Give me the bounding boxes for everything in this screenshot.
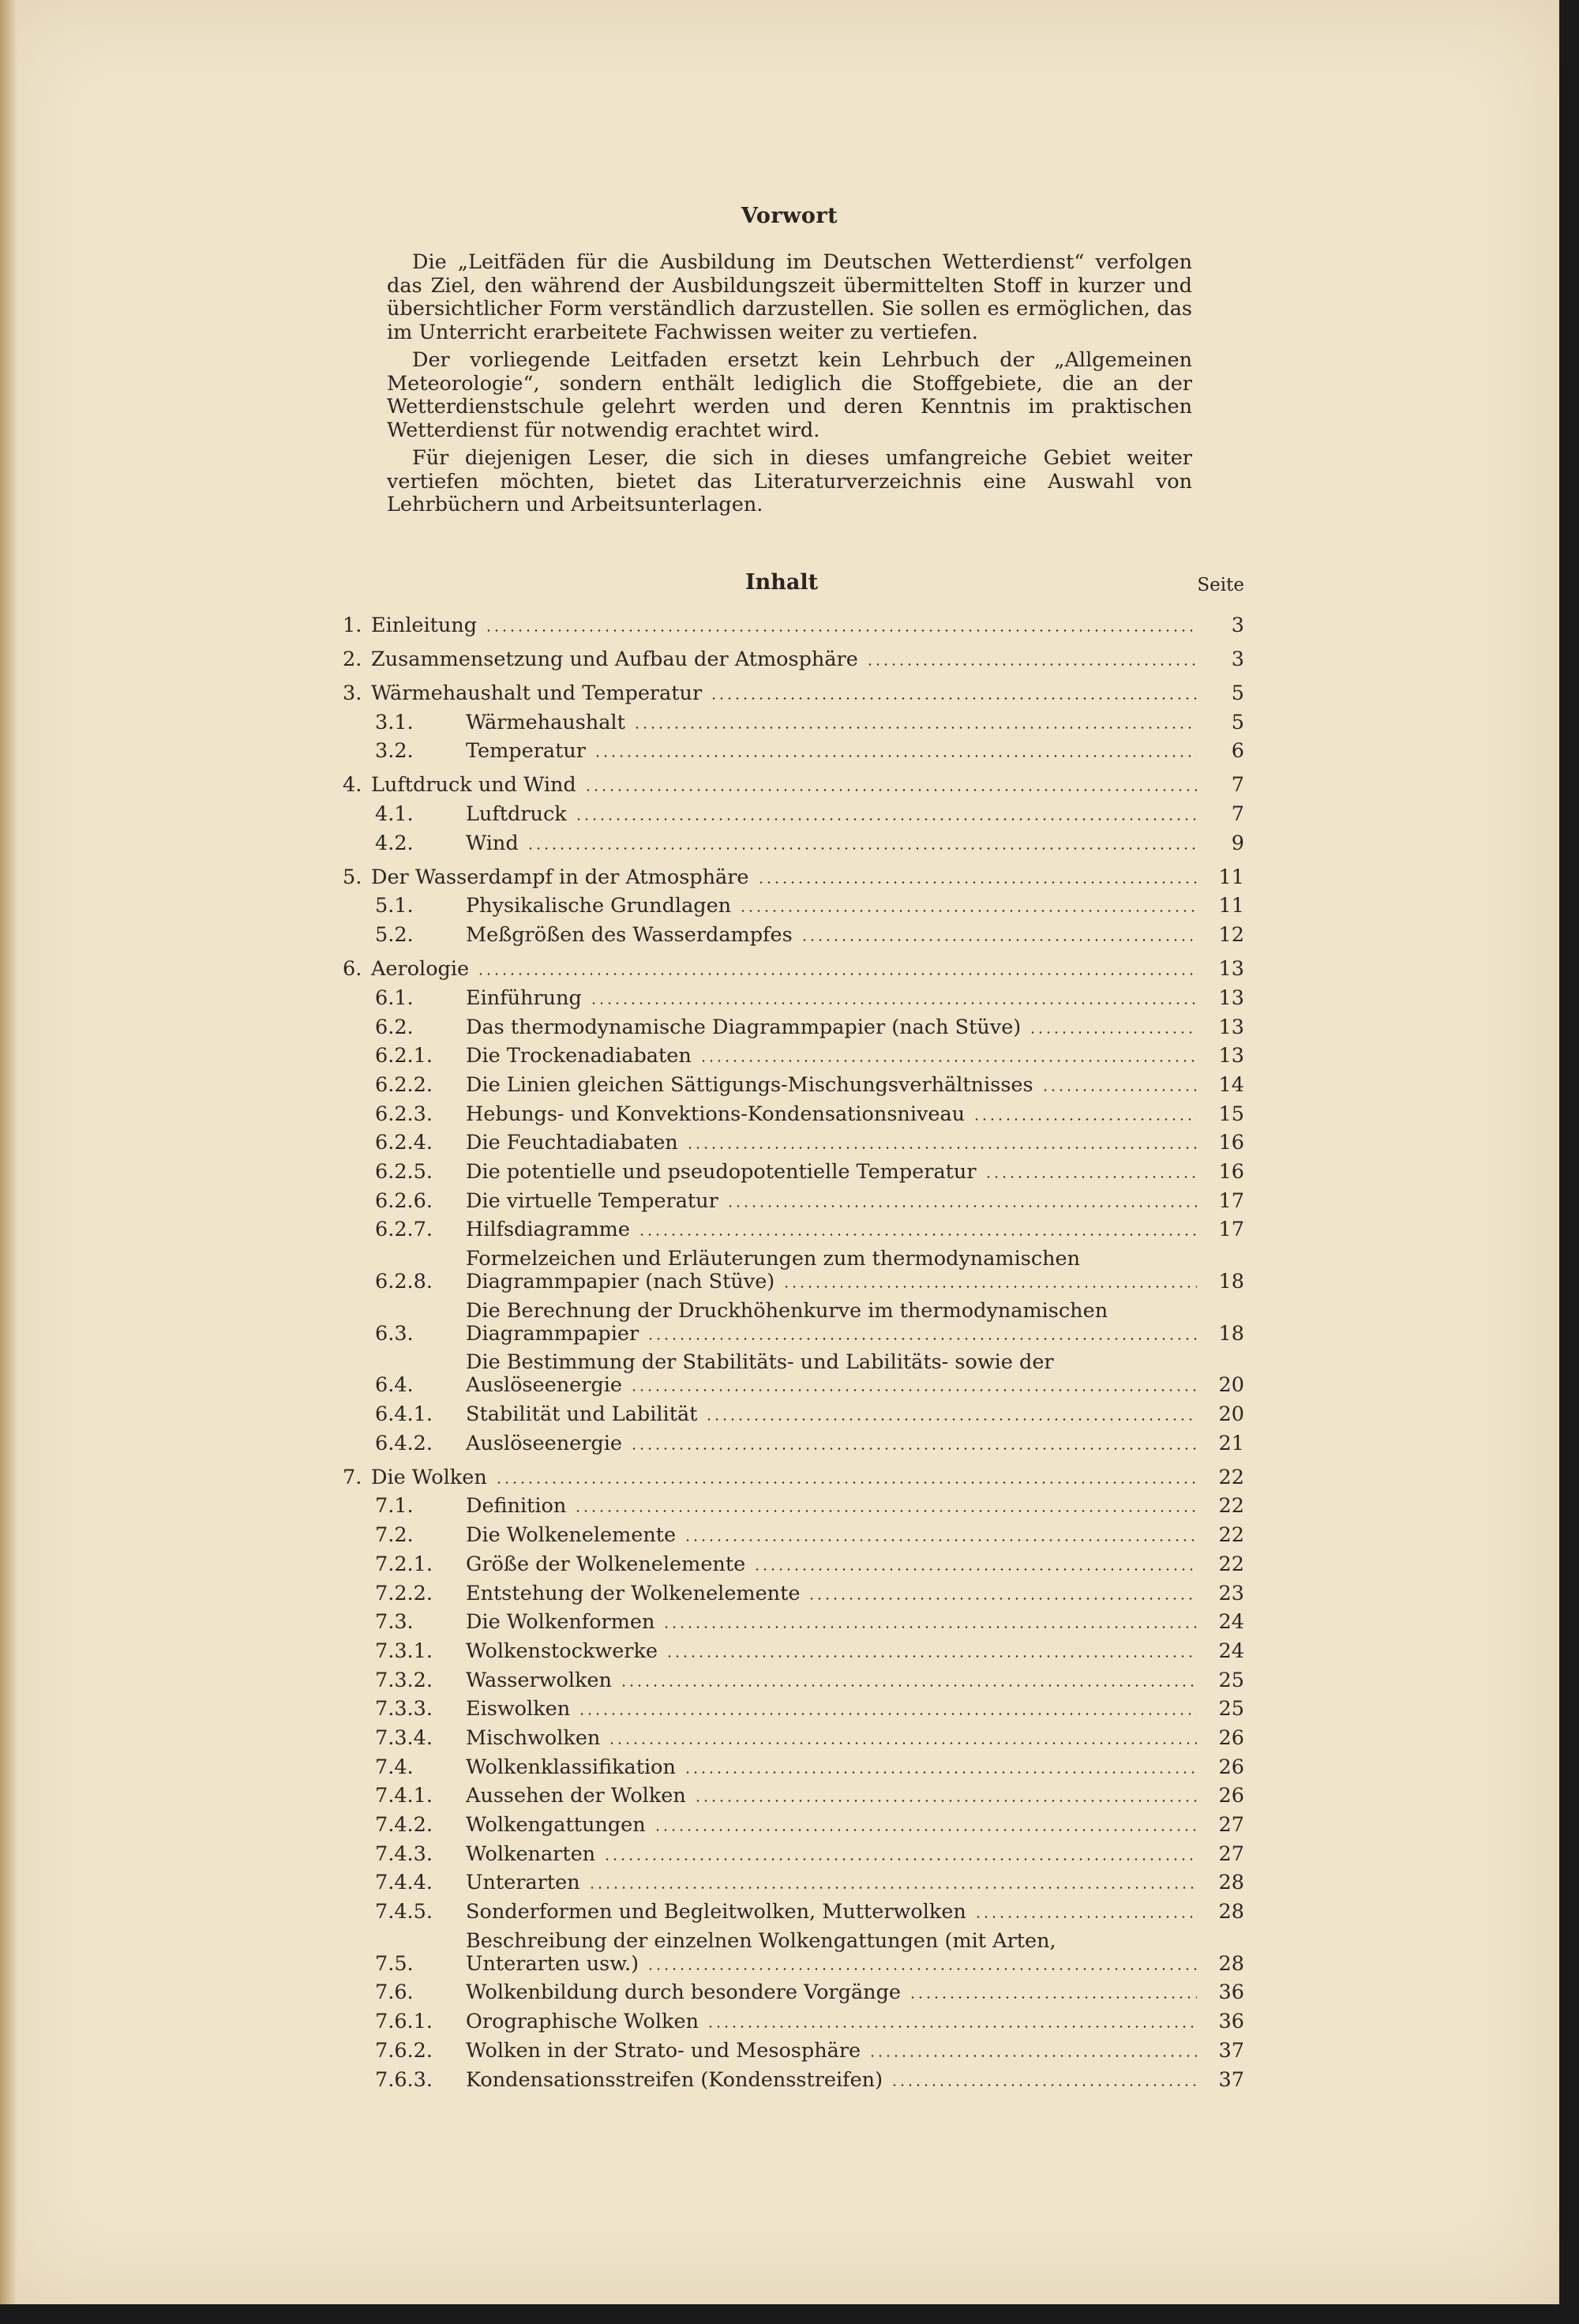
toc-entry-number: 6.2.: [375, 1015, 414, 1039]
toc-entry-title-wrap: [466, 1016, 1203, 1039]
toc-entry-title-wrap: [371, 866, 1203, 889]
preface-paragraph: Für diejenigen Leser, die sich in dieses umfangreiche Gebiet weiter vertiefen möchten, bietet das Literaturverzeichnis eine Auswahl von Lehrbüchern und Arbeitsunterlagen.: [387, 446, 1192, 516]
toc-entry-title-wrap: [466, 987, 1203, 1010]
toc-entry-title: Wärmehaushalt: [466, 710, 625, 734]
toc-entry-title-line1: Die Bestimmung der Stabilitäts- und Labilitäts- sowie der: [466, 1350, 1054, 1375]
dot-leader: [782, 1286, 1197, 1288]
toc-entry: [343, 895, 1244, 918]
dot-leader: [1029, 1031, 1197, 1034]
toc-entry-title-wrap: [466, 1495, 1203, 1518]
toc-entry-title-wrap: [466, 924, 1203, 947]
toc-entry-title: Entstehung der Wolkenelemente: [466, 1581, 801, 1605]
toc-entry-title-wrap: [466, 1814, 1203, 1837]
toc-entry-title-line2: Diagrammpapier: [466, 1321, 639, 1346]
toc-entry-number: 6.4.2.: [375, 1431, 433, 1455]
toc-entry-title: Wolkenstockwerke: [466, 1639, 658, 1663]
toc-entry: [343, 1218, 1244, 1241]
toc-entry-number: 7.2.1.: [375, 1552, 433, 1576]
dot-leader: [662, 1626, 1197, 1628]
toc-entry-number: 5.: [343, 865, 362, 889]
toc-entry-number: 6.2.8.: [375, 1270, 433, 1293]
toc-entry-page: 22: [1218, 1552, 1244, 1576]
toc-entry: [343, 1190, 1244, 1213]
toc-entry-title-wrap: [466, 1727, 1203, 1750]
dot-leader: [973, 1118, 1197, 1121]
toc-entry: [343, 614, 1244, 637]
dot-leader: [684, 1539, 1197, 1541]
toc-entry-page: 16: [1218, 1131, 1244, 1155]
toc-entry-number: 7.3.1.: [375, 1639, 433, 1663]
dot-leader: [495, 1481, 1197, 1484]
dot-leader: [574, 1510, 1197, 1512]
dot-leader: [633, 726, 1197, 729]
toc-entry-title: Luftdruck und Wind: [371, 773, 576, 798]
toc-entry-page: 16: [1218, 1159, 1244, 1184]
toc-entry-title-wrap: [371, 682, 1203, 705]
toc-entry-title-wrap: [371, 648, 1203, 671]
toc-entry-title: Luftdruck: [466, 802, 567, 827]
toc-entry-title-line1: Die Berechnung der Druckhöhenkurve im thermodynamischen: [466, 1298, 1108, 1323]
dot-leader: [686, 1147, 1197, 1149]
toc-entry-title-line2-row: [466, 1953, 1244, 1976]
toc-entry-title: Wasserwolken: [466, 1668, 612, 1692]
preface-paragraph: Die „Leitfäden für die Ausbildung im Deutschen Wetterdienst“ verfolgen das Ziel, den während der Ausbildungszeit übermittelten Stoff in kurzer und übersichtlicher Form verständlich darzustellen. Sie sollen es ermöglichen, das im Unterricht erarbeitete Fachwissen weiter zu vertiefen.: [387, 250, 1192, 344]
toc-entry-title-wrap: [466, 895, 1203, 918]
toc-entry: [343, 1930, 1244, 1976]
toc-entry: [343, 832, 1244, 855]
toc-entry: [343, 1611, 1244, 1634]
dot-leader: [654, 1829, 1197, 1831]
toc-entry-title-line1: Beschreibung der einzelnen Wolkengattungen (mit Arten,: [466, 1928, 1056, 1953]
toc-entry-number: 7.6.3.: [375, 2067, 433, 2092]
dot-leader: [630, 1447, 1197, 1450]
toc-entry-number: 6.2.4.: [375, 1131, 433, 1155]
toc-entry-page: 12: [1218, 923, 1244, 948]
toc-entry-title: Orographische Wolken: [466, 2010, 699, 2034]
toc-entry-page: 22: [1218, 1523, 1244, 1548]
toc-entry: [343, 1669, 1244, 1692]
toc-entry-title-wrap: [466, 1403, 1203, 1426]
toc-entry: [343, 648, 1244, 671]
toc-entry-title: Die potentielle und pseudopotentielle Temperatur: [466, 1159, 977, 1184]
toc-entry-title-wrap: [466, 1045, 1203, 1068]
toc-entry-title-wrap: [466, 1074, 1203, 1097]
toc-entry: [343, 866, 1244, 889]
toc-entry-title: Wolkenbildung durch besondere Vorgänge: [466, 1980, 901, 2005]
toc-entry: [343, 1582, 1244, 1605]
toc-entry-number: 7.3.3.: [375, 1697, 433, 1721]
toc-entry-number: 7.6.: [375, 1980, 414, 2005]
dot-leader: [694, 1800, 1197, 1802]
dot-leader: [603, 1858, 1197, 1860]
toc-entry-number: 7.4.5.: [375, 1900, 433, 1924]
toc-entry-title: Wolkenklassifikation: [466, 1755, 676, 1779]
toc-entry: [343, 682, 1244, 705]
toc-entry-page: 5: [1231, 710, 1244, 734]
dot-leader: [757, 881, 1197, 884]
toc-entry-page: 28: [1218, 1951, 1244, 1976]
toc-entry-title: Sonderformen und Begleitwolken, Mutterwolken: [466, 1900, 966, 1924]
toc-entry-title-wrap: [466, 1930, 1244, 1976]
toc-entry: [343, 774, 1244, 797]
toc-entry-title-wrap: [466, 1161, 1203, 1184]
toc-entry-title-line1: Formelzeichen und Erläuterungen zum thermodynamischen: [466, 1247, 1081, 1271]
toc-page-label: Seite: [1197, 575, 1244, 595]
toc-entry-page: 25: [1218, 1668, 1244, 1692]
toc-entry-title: Die virtuelle Temperatur: [466, 1188, 718, 1213]
toc-entry-number: 7.3.2.: [375, 1668, 433, 1692]
toc-entry: [343, 2011, 1244, 2033]
toc-entry-title-wrap: [466, 1190, 1203, 1213]
toc-entry-number: 1.: [343, 614, 362, 637]
preface-title: Vorwort: [741, 204, 838, 228]
toc-entry: [343, 1403, 1244, 1426]
toc-entry-page: 28: [1218, 1871, 1244, 1895]
toc-entry-number: 6.4.1.: [375, 1402, 433, 1427]
toc-entry: [343, 1727, 1244, 1750]
dot-leader: [590, 1002, 1197, 1004]
dot-leader: [801, 939, 1197, 941]
toc-entry: [343, 1981, 1244, 2004]
toc-entry-title-line2-row: [466, 1271, 1244, 1293]
toc-entry: [343, 1300, 1244, 1346]
toc-entry-title-wrap: [466, 1843, 1203, 1866]
toc-entry-number: 7.: [343, 1465, 362, 1489]
toc-entry-title-line2: Unterarten usw.): [466, 1951, 639, 1976]
toc-entry-number: 7.2.: [375, 1523, 414, 1548]
toc-entry-number: 7.1.: [375, 1494, 414, 1519]
dot-leader: [638, 1233, 1197, 1236]
toc-entry-number: 3.2.: [375, 739, 414, 764]
toc-entry-title-wrap: [371, 614, 1203, 637]
dot-leader: [647, 1338, 1197, 1340]
toc-entry: [343, 1640, 1244, 1663]
toc-entry-page: 28: [1218, 1900, 1244, 1924]
toc-entry: [343, 803, 1244, 826]
toc-entry-number: 7.3.4.: [375, 1725, 433, 1750]
toc-entry-title: Auslöseenergie: [466, 1431, 622, 1455]
toc-entry-title-line2: Diagrammpapier (nach Stüve): [466, 1270, 775, 1293]
toc-entry-title-line2-row: [466, 1374, 1244, 1397]
toc-entry: [343, 1466, 1244, 1489]
dot-leader: [705, 1418, 1197, 1421]
toc-entry-page: 24: [1218, 1610, 1244, 1635]
toc-entry-number: 5.1.: [375, 894, 414, 918]
dot-leader: [584, 789, 1197, 791]
dot-leader: [594, 755, 1197, 757]
toc-entry-title: Aerologie: [371, 957, 470, 982]
toc-entry-title: Die Linien gleichen Sättigungs-Mischungsverhältnisses: [466, 1072, 1033, 1097]
toc-entry: [343, 1103, 1244, 1126]
dot-leader: [1041, 1089, 1197, 1091]
toc-entry: [343, 1785, 1244, 1808]
toc-entry-number: 3.: [343, 681, 362, 705]
toc-entry-page: 27: [1218, 1842, 1244, 1866]
toc-entry-title: Einleitung: [371, 614, 478, 637]
toc-entry-page: 7: [1231, 802, 1244, 827]
toc-entry-page: 37: [1218, 2038, 1244, 2063]
toc-entry-title: Der Wasserdampf in der Atmosphäre: [371, 865, 749, 889]
toc-entry-title-wrap: [466, 1103, 1203, 1126]
toc-entry-title: Meßgrößen des Wasserdampfes: [466, 923, 793, 948]
toc-entry-page: 11: [1218, 865, 1244, 889]
toc-entry-page: 18: [1218, 1270, 1244, 1293]
toc-entry-number: 6.1.: [375, 986, 414, 1010]
toc-entry-title-wrap: [466, 1351, 1244, 1397]
toc-entry-page: 25: [1218, 1697, 1244, 1721]
toc-entry-page: 20: [1218, 1373, 1244, 1398]
dot-leader: [630, 1389, 1197, 1391]
toc-entry-title: Einführung: [466, 986, 582, 1010]
dot-leader: [588, 1887, 1197, 1889]
dot-leader: [575, 818, 1197, 820]
toc-entry-title-line2-row: [466, 1323, 1244, 1346]
toc-entry-title: Größe der Wolkenelemente: [466, 1552, 746, 1576]
dot-leader: [699, 1060, 1197, 1062]
toc-entry-page: 18: [1218, 1321, 1244, 1346]
toc-entry-title: Kondensationsstreifen (Kondensstreifen): [466, 2067, 883, 2092]
toc-entry-page: 13: [1218, 957, 1244, 982]
toc-entry-title-wrap: [466, 1553, 1203, 1576]
toc-entry-title: Zusammensetzung und Aufbau der Atmosphäre: [371, 648, 858, 671]
toc-entry: [343, 958, 1244, 981]
toc-entry-page: 23: [1218, 1581, 1244, 1605]
preface-paragraph: Der vorliegende Leitfaden ersetzt kein Lehrbuch der „Allgemeinen Meteorologie“, sondern enthält lediglich die Stoffgebiete, die an der Wetterdienstschule gelehrt werden und deren Kenntnis im praktischen Wetterdienst für notwendig erachtet wird.: [387, 348, 1192, 442]
toc-entry-title: Die Wolkenelemente: [466, 1523, 677, 1548]
toc-entry: [343, 1756, 1244, 1779]
toc-entry: [343, 1132, 1244, 1154]
dot-leader: [891, 2084, 1197, 2086]
toc-entry-page: 24: [1218, 1639, 1244, 1663]
toc-entry-title: Temperatur: [466, 739, 586, 764]
toc-entry-number: 4.2.: [375, 831, 414, 855]
toc-entry-page: 36: [1218, 1980, 1244, 2005]
dot-leader: [684, 1771, 1197, 1774]
toc-entry-title-wrap: [371, 958, 1203, 981]
toc-entry-page: 14: [1218, 1072, 1244, 1097]
toc-entry: [343, 924, 1244, 947]
toc-entry-page: 22: [1218, 1465, 1244, 1489]
toc-entry-title: Physikalische Grundlagen: [466, 894, 732, 918]
toc-entry: [343, 1074, 1244, 1097]
toc-entry-title-wrap: [466, 2040, 1203, 2063]
dot-leader: [620, 1684, 1197, 1687]
toc-entry-title: Unterarten: [466, 1871, 580, 1895]
toc-entry-page: 26: [1218, 1725, 1244, 1750]
toc-entry: [343, 1698, 1244, 1721]
toc-entry-title: Die Wolken: [371, 1465, 487, 1489]
dot-leader: [753, 1568, 1197, 1571]
toc-entry-title-wrap: [466, 740, 1203, 763]
toc-entry-title-wrap: [371, 774, 1203, 797]
toc-entry-number: 7.6.1.: [375, 2010, 433, 2034]
toc-entry-title: Wolken in der Strato- und Mesosphäre: [466, 2038, 861, 2063]
toc-entry-number: 6.2.7.: [375, 1218, 433, 1242]
toc-entry-page: 6: [1231, 739, 1244, 764]
dot-leader: [647, 1968, 1197, 1970]
toc-entry-title-wrap: [466, 1669, 1203, 1692]
toc-entry-number: 6.2.3.: [375, 1102, 433, 1126]
toc-entry-title-wrap: [466, 803, 1203, 826]
toc-entry: [343, 1432, 1244, 1455]
toc-entry-number: 5.2.: [375, 923, 414, 948]
toc-entry: [343, 2069, 1244, 2092]
toc-entry: [343, 1016, 1244, 1039]
toc-entry-title-wrap: [466, 1698, 1203, 1721]
toc-entry-number: 4.1.: [375, 802, 414, 827]
toc-entry-number: 3.1.: [375, 710, 414, 734]
toc-entry: [343, 2040, 1244, 2063]
toc-entry-title-wrap: [466, 1901, 1203, 1924]
toc-entry-title: Aussehen der Wolken: [466, 1784, 686, 1808]
toc-entry-page: 5: [1231, 681, 1244, 705]
toc-entry-page: 26: [1218, 1755, 1244, 1779]
toc-entry-number: 6.: [343, 957, 362, 982]
toc-entry-page: 26: [1218, 1784, 1244, 1808]
toc-entry-page: 21: [1218, 1431, 1244, 1455]
toc-entry-page: 3: [1231, 614, 1244, 637]
dot-leader: [608, 1742, 1197, 1744]
toc-entry: [343, 1351, 1244, 1397]
toc-entry-title: Eiswolken: [466, 1697, 571, 1721]
toc-entry-page: 20: [1218, 1402, 1244, 1427]
toc-entry-page: 13: [1218, 1015, 1244, 1039]
toc-entry-title-wrap: [466, 1611, 1203, 1634]
dot-leader: [974, 1916, 1197, 1918]
toc-entry-title-wrap: [466, 2069, 1203, 2092]
toc-entry-number: 7.4.: [375, 1755, 414, 1779]
toc-entry-title-wrap: [466, 832, 1203, 855]
dot-leader: [985, 1176, 1197, 1178]
toc-entry: [343, 987, 1244, 1010]
toc-entry-number: 7.4.1.: [375, 1784, 433, 1808]
toc-entry-number: 7.4.3.: [375, 1842, 433, 1866]
toc-entry-number: 7.3.: [375, 1610, 414, 1635]
dot-leader: [707, 2026, 1197, 2028]
dot-leader: [726, 1205, 1197, 1207]
toc-entry-title: Mischwolken: [466, 1725, 601, 1750]
toc-entry: [343, 1495, 1244, 1518]
toc-entry: [343, 1901, 1244, 1924]
toc-entry-title-wrap: [466, 2011, 1203, 2033]
toc-entry-page: 22: [1218, 1494, 1244, 1519]
toc-entry-title: Die Wolkenformen: [466, 1610, 655, 1635]
preface-text: [387, 251, 1192, 522]
toc-entry: [343, 1248, 1244, 1293]
toc-entry-page: 9: [1231, 831, 1244, 855]
toc-entry-title-wrap: [466, 1432, 1203, 1455]
dot-leader: [666, 1655, 1197, 1658]
toc-entry-title-wrap: [466, 1524, 1203, 1547]
toc-entry-number: 7.5.: [375, 1951, 414, 1976]
toc-entry: [343, 1045, 1244, 1068]
toc-entry-title: Definition: [466, 1494, 567, 1519]
toc-entry: [343, 1843, 1244, 1866]
toc-entry-number: 2.: [343, 648, 362, 671]
toc-entry-page: 7: [1231, 773, 1244, 798]
toc-entry-title: Das thermodynamische Diagrammpapier (nach Stüve): [466, 1015, 1022, 1039]
toc-entry-page: 3: [1231, 648, 1244, 671]
dot-leader: [477, 973, 1197, 975]
toc-entry-title: Wolkengattungen: [466, 1813, 646, 1837]
toc-entry-title: Hilfsdiagramme: [466, 1218, 630, 1242]
toc-entry-number: 4.: [343, 773, 362, 798]
dot-leader: [578, 1713, 1197, 1715]
toc-entry-title-line2: Auslöseenergie: [466, 1373, 622, 1398]
toc-entry: [343, 1872, 1244, 1894]
toc-entry-page: 13: [1218, 1044, 1244, 1068]
toc-entry-title-wrap: [466, 711, 1203, 734]
toc-entry-page: 13: [1218, 986, 1244, 1010]
toc-entry-title: Die Trockenadiabaten: [466, 1044, 692, 1068]
toc-entry-title: Stabilität und Labilität: [466, 1402, 698, 1427]
toc-entry-page: 15: [1218, 1102, 1244, 1126]
toc-entry-title: Die Feuchtadiabaten: [466, 1131, 678, 1155]
toc-entry-number: 6.2.2.: [375, 1072, 433, 1097]
toc-title: Inhalt: [744, 570, 819, 595]
toc-entry: [343, 1814, 1244, 1837]
toc-entry-title-wrap: [466, 1872, 1203, 1894]
toc-entry: [343, 711, 1244, 734]
toc-entry-number: 6.4.: [375, 1373, 414, 1398]
toc-entry-title-wrap: [466, 1756, 1203, 1779]
dot-leader: [909, 1996, 1197, 1999]
toc-entry-title-wrap: [466, 1218, 1203, 1241]
toc-entry-page: 37: [1218, 2067, 1244, 2092]
toc-entry: [343, 1161, 1244, 1184]
dot-leader: [710, 697, 1197, 700]
dot-leader: [739, 910, 1197, 912]
toc-entry-page: 11: [1218, 894, 1244, 918]
toc-entry-number: 6.2.5.: [375, 1159, 433, 1184]
toc-entry-number: 7.4.2.: [375, 1813, 433, 1837]
toc-entry-title: Hebungs- und Konvektions-Kondensationsniveau: [466, 1102, 966, 1126]
toc-entry-page: 36: [1218, 2010, 1244, 2034]
toc-entry-title-wrap: [466, 1582, 1203, 1605]
toc-entry-title-wrap: [466, 1640, 1203, 1663]
toc-entry-title: Wärmehaushalt und Temperatur: [371, 681, 703, 705]
toc-entry: [343, 740, 1244, 763]
toc-entry-number: 6.2.6.: [375, 1188, 433, 1213]
toc-entry-title-wrap: [371, 1466, 1203, 1489]
toc-entry-number: 6.2.1.: [375, 1044, 433, 1068]
toc-entry-page: 17: [1218, 1188, 1244, 1213]
toc-entry-number: 7.6.2.: [375, 2038, 433, 2063]
dot-leader: [868, 2055, 1197, 2057]
toc-entry-title-wrap: [466, 1300, 1244, 1346]
toc-entry: [343, 1524, 1244, 1547]
toc-entry-page: 17: [1218, 1218, 1244, 1242]
toc-entry-number: 6.3.: [375, 1321, 414, 1346]
toc-entry-title-wrap: [466, 1981, 1203, 2004]
toc-entry-title: Wind: [466, 831, 519, 855]
toc-entry-title-wrap: [466, 1785, 1203, 1808]
toc-entry-title-wrap: [466, 1248, 1244, 1293]
toc-entry-page: 27: [1218, 1813, 1244, 1837]
dot-leader: [527, 847, 1197, 850]
toc-entry-title: Wolkenarten: [466, 1842, 596, 1866]
toc-entry-number: 7.4.4.: [375, 1871, 433, 1895]
toc-entry: [343, 1553, 1244, 1576]
dot-leader: [866, 663, 1197, 666]
table-of-contents: [343, 614, 1244, 2097]
dot-leader: [485, 629, 1197, 632]
dot-leader: [808, 1598, 1197, 1600]
toc-entry-title-wrap: [466, 1132, 1203, 1154]
toc-entry-number: 7.2.2.: [375, 1581, 433, 1605]
